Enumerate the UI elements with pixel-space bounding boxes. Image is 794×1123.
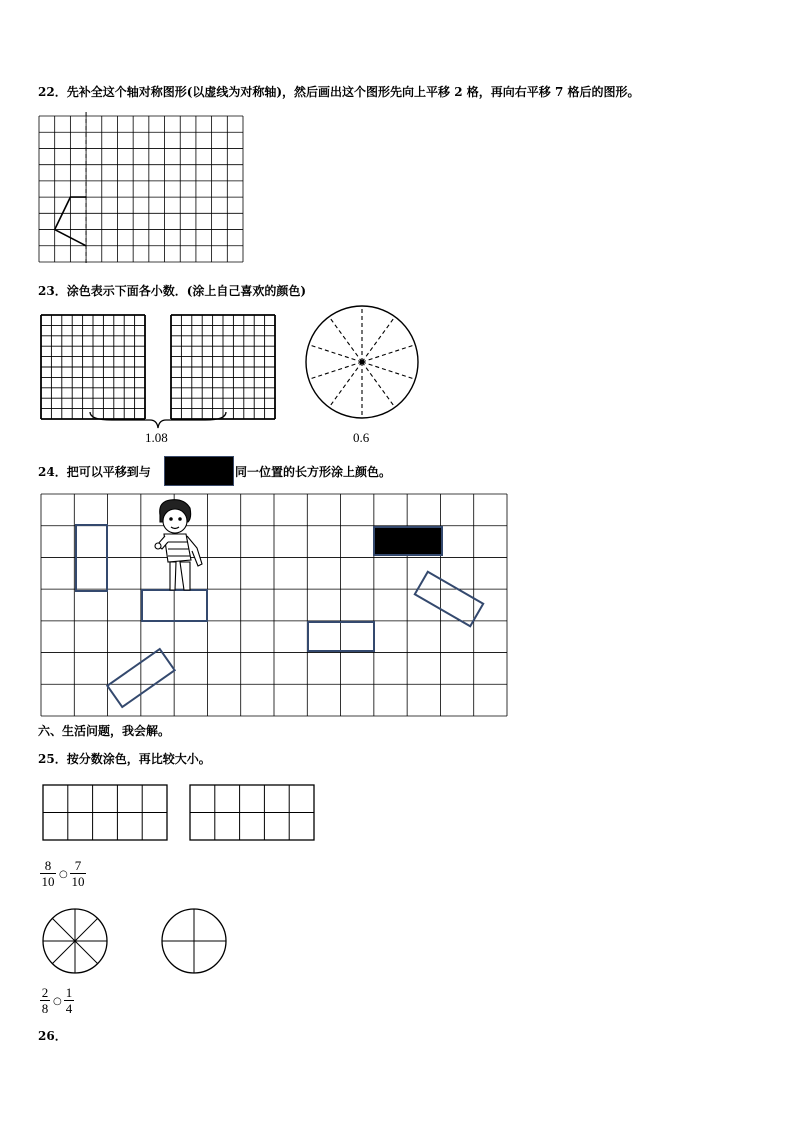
circle-quarters bbox=[162, 909, 226, 973]
q22-text: 22．先补全这个轴对称图形(以虚线为对称轴)，然后画出这个图形先向上平移 2 格，再向右平移 7 格后的图形。 bbox=[38, 85, 640, 99]
rect-grid-tenths-1 bbox=[43, 785, 167, 840]
q26-text: 26． bbox=[38, 1029, 67, 1043]
q23-text: 23．涂色表示下面各小数．(涂上自己喜欢的颜色) bbox=[38, 284, 307, 298]
section-6-title: 六、生活问题，我会解。 bbox=[38, 724, 171, 738]
q25-text: 25．按分数涂色，再比较大小。 bbox=[38, 752, 211, 766]
fraction-7-10: $\frac{7}{10}$ bbox=[71, 858, 85, 889]
q24-text-after: 同一位置的长方形涂上颜色。 bbox=[235, 465, 392, 479]
fraction-1-4: $\frac{1}{4}$ bbox=[65, 985, 73, 1016]
fraction-2-8: $\frac{2}{8}$ bbox=[41, 985, 49, 1016]
compare-circle-1[interactable]: ○ bbox=[59, 869, 68, 880]
q24-text-before: 24．把可以平移到与 bbox=[38, 465, 151, 479]
rect-grid-tenths-2 bbox=[190, 785, 314, 840]
label-1-08: 1.08 bbox=[145, 430, 168, 445]
fraction-8-10: $\frac{8}{10}$ bbox=[41, 858, 55, 889]
compare-circle-2[interactable]: ○ bbox=[53, 996, 62, 1007]
label-0-6: 0.6 bbox=[353, 430, 370, 445]
circle-eighths bbox=[43, 909, 107, 973]
